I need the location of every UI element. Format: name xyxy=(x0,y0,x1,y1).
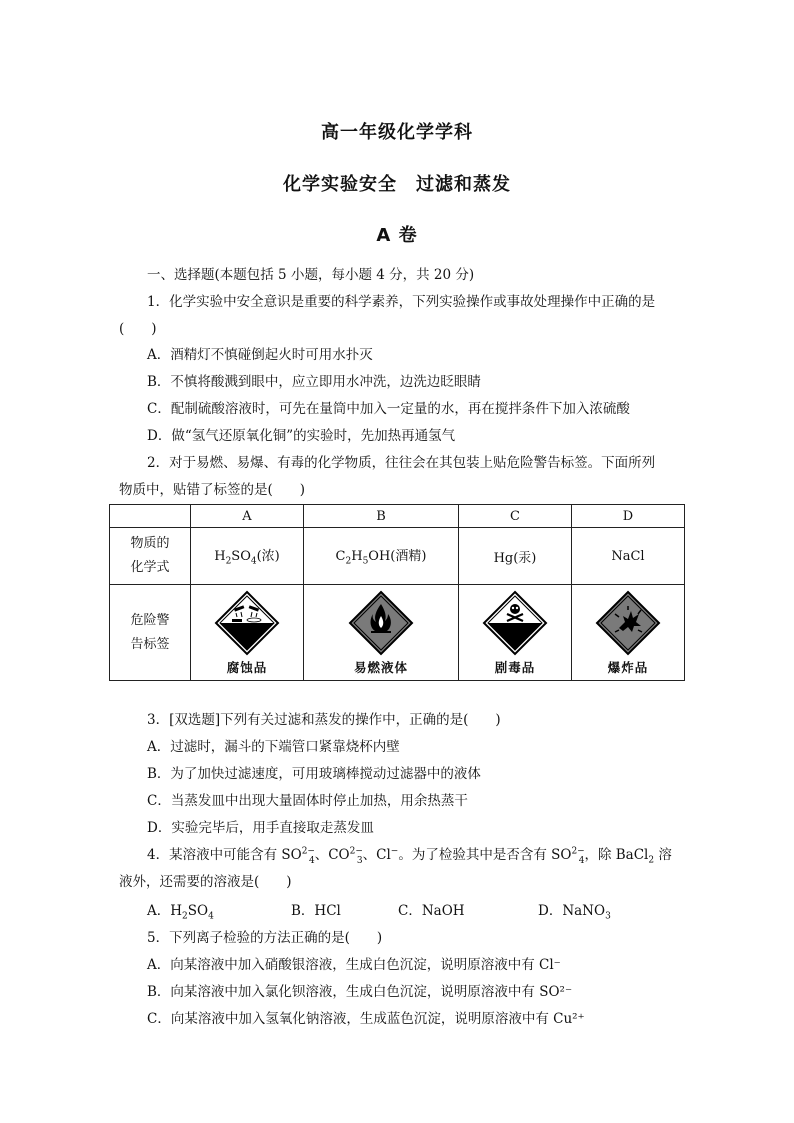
q3-option-d: D．实验完毕后，用手直接取走蒸发皿 xyxy=(147,820,374,836)
q1-option-b: B．不慎将酸溅到眼中，应立即用水冲洗，边洗边眨眼睛 xyxy=(147,374,481,390)
q4-stem: 4．某溶液中可能含有 $SO^{2-}_4$、$CO^{2-}_3$、Cl−。为了检验其中是否含有 $SO^{2-}_4$，除 BaCl$_2$ 溶 xyxy=(147,846,672,866)
hazard-cell-d xyxy=(571,585,684,681)
q1-option-a: A．酒精灯不慎碰倒起火时可用水扑灭 xyxy=(147,347,373,363)
corrosive-sign-icon xyxy=(214,590,280,656)
doc-title-volume: A 卷 xyxy=(376,225,418,246)
hazard-cell-b xyxy=(303,585,458,681)
formula-d: NaCl xyxy=(571,528,684,585)
q1-stem: 1．化学实验中安全意识是重要的科学素养，下列实验操作或事故处理操作中正确的是 xyxy=(147,294,656,310)
q4-option-d: D．NaNO$_3$ xyxy=(538,903,611,922)
toxic-sign-icon xyxy=(482,590,548,656)
formula-b: $C_2H_5OH$(酒精) xyxy=(303,528,458,585)
q5-option-b: B．向某溶液中加入氯化钡溶液，生成白色沉淀，说明原溶液中有 SO²⁻ xyxy=(147,984,573,1000)
hazard-cell-a xyxy=(191,585,304,681)
q4-option-c: C．NaOH xyxy=(398,903,465,919)
row-label-hazard: 危险警 告标签 xyxy=(110,585,191,681)
formula-c: Hg(汞) xyxy=(458,528,571,585)
q2-stem-cont: 物质中，贴错了标签的是( ) xyxy=(119,482,306,498)
q2-stem: 2．对于易燃、易爆、有毒的化学物质，往往会在其包装上贴危险警告标签。下面所列 xyxy=(147,455,656,471)
q5-option-c: C．向某溶液中加入氢氧化钠溶液，生成蓝色沉淀，说明原溶液中有 Cu²⁺ xyxy=(147,1011,585,1027)
flammable-sign-icon xyxy=(348,590,414,656)
q1-option-c: C．配制硫酸溶液时，可先在量筒中加入一定量的水，再在搅拌条件下加入浓硫酸 xyxy=(147,401,630,417)
q3-option-c: C．当蒸发皿中出现大量固体时停止加热，用余热蒸干 xyxy=(147,793,468,809)
q1-stem-bracket: ( ) xyxy=(119,321,157,337)
q5-option-a: A．向某溶液中加入硝酸银溶液，生成白色沉淀，说明原溶液中有 Cl⁻ xyxy=(147,957,561,973)
doc-title-topic: 化学实验安全 过滤和蒸发 xyxy=(283,174,511,195)
table-header-a: A xyxy=(191,505,304,528)
hazard-cell-c xyxy=(458,585,571,681)
table-row-formula xyxy=(110,528,685,585)
label-explosive: 爆炸品 xyxy=(607,659,649,675)
table-header-c: C xyxy=(458,505,571,528)
table-header-b: B xyxy=(303,505,458,528)
formula-a: $H_2SO_4$(浓) xyxy=(191,528,304,585)
q3-stem: 3．[双选题]下列有关过滤和蒸发的操作中，正确的是( ) xyxy=(147,712,501,728)
q3-option-b: B．为了加快过滤速度，可用玻璃棒搅动过滤器中的液体 xyxy=(147,766,481,782)
table-header-d: D xyxy=(571,505,684,528)
q4-option-b: B．HCl xyxy=(291,903,341,919)
label-flammable: 易燃液体 xyxy=(353,659,408,675)
section-heading: 一、选择题(本题包括 5 小题，每小题 4 分，共 20 分) xyxy=(147,267,475,283)
row-label-formula: 物质的 化学式 xyxy=(110,528,191,585)
q4-option-a: A．$H_2SO_4$ xyxy=(147,903,214,922)
explosive-sign-icon xyxy=(595,590,661,656)
table-row-label xyxy=(110,585,685,681)
table-header-row xyxy=(110,505,685,528)
q4-stem-cont: 液外，还需要的溶液是( ) xyxy=(119,874,292,890)
doc-title-grade: 高一年级化学学科 xyxy=(321,122,473,143)
label-corrosive: 腐蚀品 xyxy=(226,659,268,675)
q1-option-d: D．做“氢气还原氧化铜”的实验时，先加热再通氢气 xyxy=(147,428,456,444)
hazard-table xyxy=(109,504,685,681)
q5-stem: 5．下列离子检验的方法正确的是( ) xyxy=(147,930,383,946)
q3-option-a: A．过滤时，漏斗的下端管口紧靠烧杯内壁 xyxy=(147,739,400,755)
label-toxic: 剧毒品 xyxy=(494,659,536,675)
table-corner xyxy=(110,505,191,528)
